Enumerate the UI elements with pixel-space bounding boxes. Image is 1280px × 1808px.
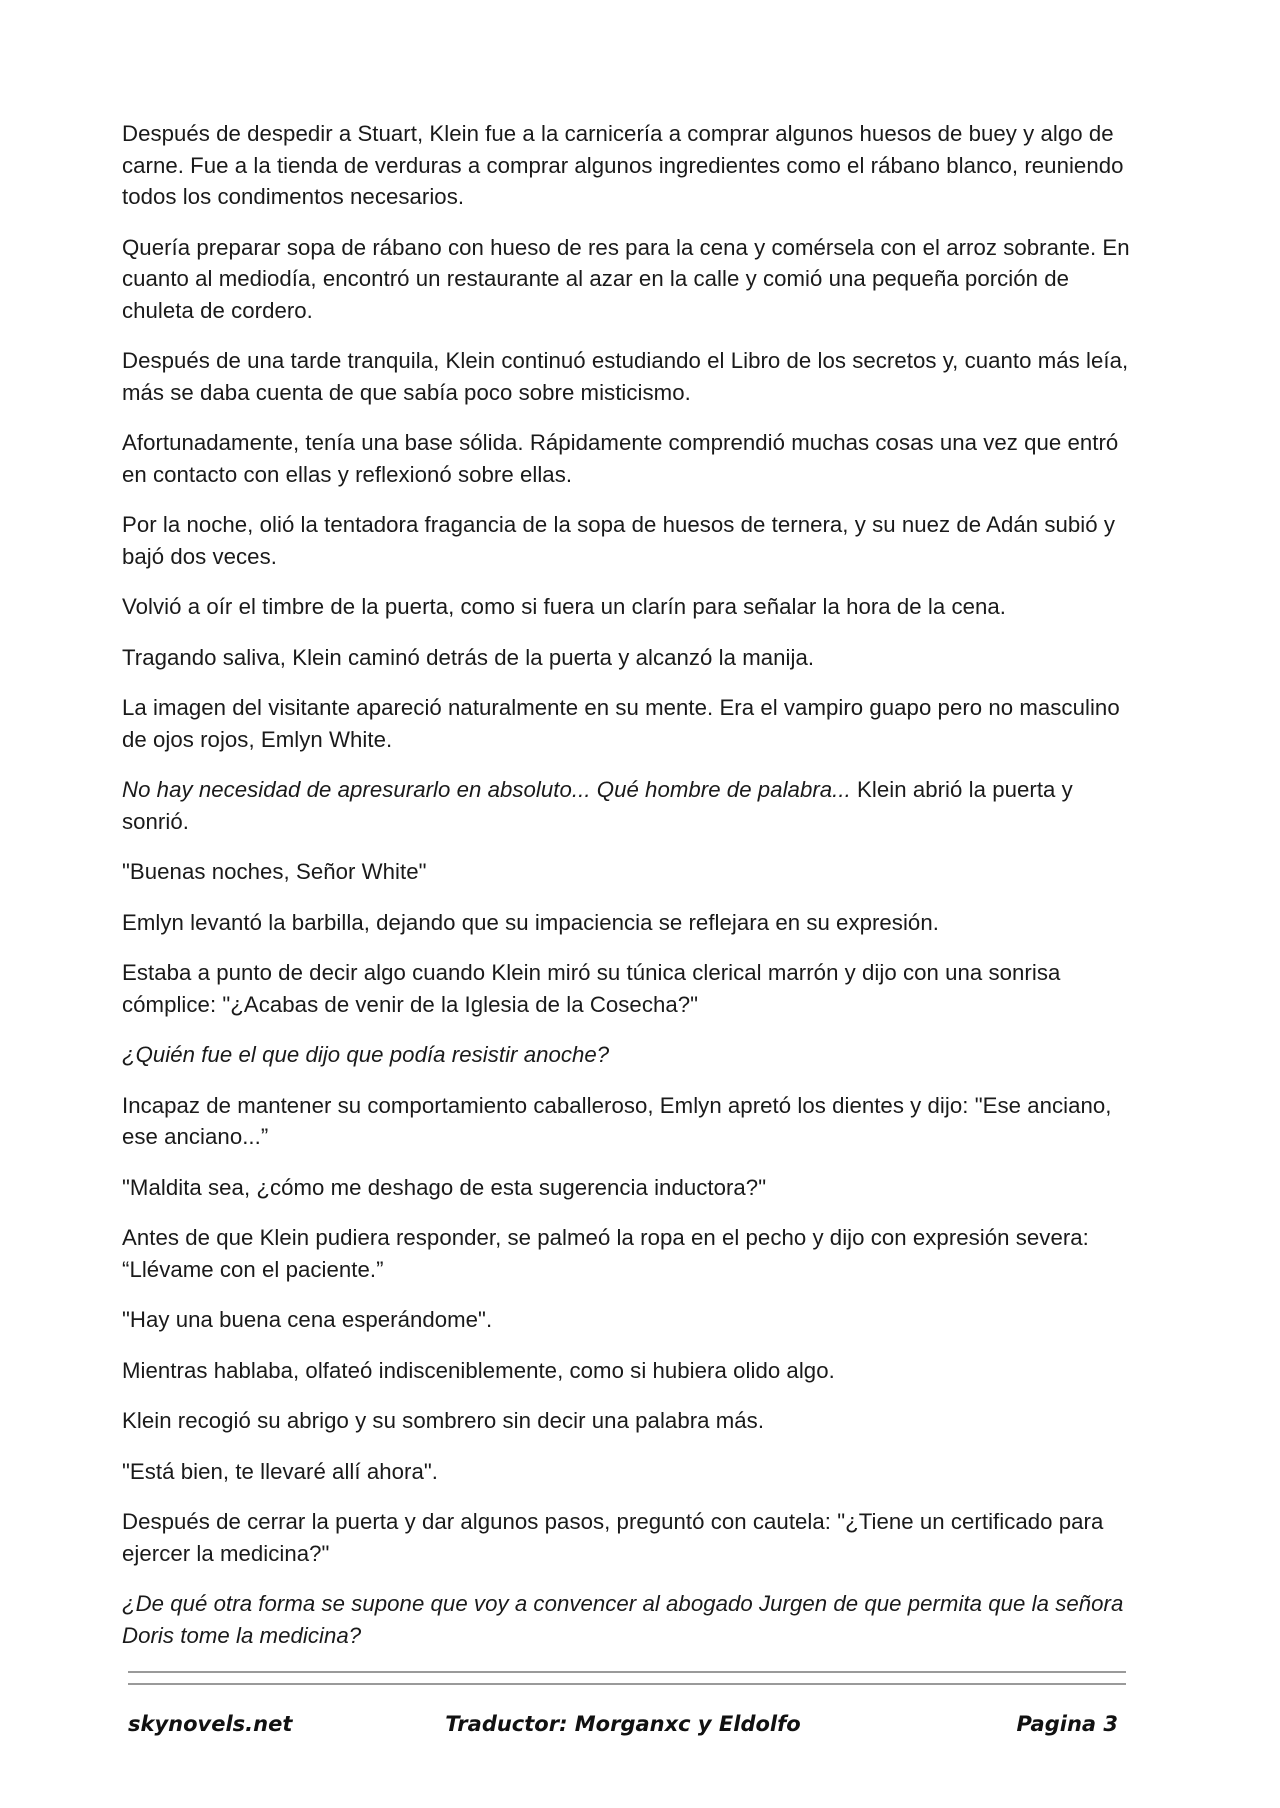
paragraph: Klein recogió su abrigo y su sombrero sin decir una palabra más. xyxy=(122,1408,765,1433)
paragraph: Después de despedir a Stuart, Klein fue a la carnicería a comprar algunos huesos de buey y algo de carne. Fue a la tienda de verduras a comprar algunos ingredientes como el rábano blanco, reuniendo todos los condimentos necesarios. xyxy=(122,121,1124,209)
paragraph: Antes de que Klein pudiera responder, se palmeó la ropa en el pecho y dijo con expresión severa: “Llévame con el paciente.” xyxy=(122,1225,1089,1282)
document-body xyxy=(122,118,1132,1670)
paragraph: Emlyn levantó la barbilla, dejando que su impaciencia se reflejara en su expresión. xyxy=(122,909,939,935)
paragraph: "Maldita sea, ¿cómo me deshago de esta sugerencia inductora?" xyxy=(122,1174,767,1200)
narration: Klein abrió la puerta y sonrió. xyxy=(122,777,1073,834)
paragraph-italic: ¿De qué otra forma se supone que voy a convencer al abogado Jurgen de que permita que la señora Doris tome la medicina? xyxy=(122,1591,1124,1648)
paragraph: Afortunadamente, tenía una base sólida. Rápidamente comprendió muchas cosas una vez que entró en contacto con ellas y reflexionó sobre ellas. xyxy=(122,430,1119,487)
paragraph: Quería preparar sopa de rábano con hueso de res para la cena y comérsela con el arroz sobrante. En cuanto al mediodía, encontró un restaurante al azar en la calle y comió una pequeña porción de chuleta de cordero. xyxy=(122,234,1130,323)
paragraph: Estaba a punto de decir algo cuando Klein miró su túnica clerical marrón y dijo con una sonrisa cómplice: "¿Acabas de venir de la Iglesia de la Cosecha?" xyxy=(122,960,1061,1017)
paragraph: La imagen del visitante apareció naturalmente en su mente. Era el vampiro guapo pero no masculino de ojos rojos, Emlyn White. xyxy=(122,695,1120,752)
italic-thought: No hay necesidad de apresurarlo en absoluto... Qué hombre de palabra... xyxy=(122,777,851,802)
paragraph: Por la noche, olió la tentadora fragancia de la sopa de huesos de ternera, y su nuez de Adán subió y bajó dos veces. xyxy=(122,512,1116,569)
paragraph: Mientras hablaba, olfateó indisceniblemente, como si hubiera olido algo. xyxy=(122,1357,835,1383)
paragraph: Incapaz de mantener su comportamiento caballeroso, Emlyn apretó los dientes y dijo: "Ese anciano, ese anciano...” xyxy=(122,1092,1112,1149)
page-footer xyxy=(128,1712,1118,1748)
paragraph: "Está bien, te llevaré allí ahora". xyxy=(122,1458,438,1484)
paragraph: Volvió a oír el timbre de la puerta, como si fuera un clarín para señalar la hora de la cena. xyxy=(122,594,1007,619)
paragraph: Después de cerrar la puerta y dar algunos pasos, preguntó con cautela: "¿Tiene un certificado para ejercer la medicina?" xyxy=(122,1509,1104,1566)
footer-site: skynovels.net xyxy=(128,1712,293,1736)
footer-divider-bottom xyxy=(128,1683,1126,1685)
paragraph-mixed xyxy=(122,774,1132,837)
footer-divider-top xyxy=(128,1671,1126,1673)
paragraph: "Buenas noches, Señor White" xyxy=(122,859,427,884)
paragraph: Después de una tarde tranquila, Klein continuó estudiando el Libro de los secretos y, cuanto más leía, más se daba cuenta de que sabía poco sobre misticismo. xyxy=(122,348,1129,405)
footer-page-number: Pagina 3 xyxy=(1016,1712,1118,1736)
paragraph: Tragando saliva, Klein caminó detrás de la puerta y alcanzó la manija. xyxy=(122,644,815,670)
paragraph-italic: ¿Quién fue el que dijo que podía resistir anoche? xyxy=(122,1042,610,1067)
footer-translator: Traductor: Morganxc y Eldolfo xyxy=(445,1712,801,1736)
paragraph: "Hay una buena cena esperándome". xyxy=(122,1307,493,1332)
